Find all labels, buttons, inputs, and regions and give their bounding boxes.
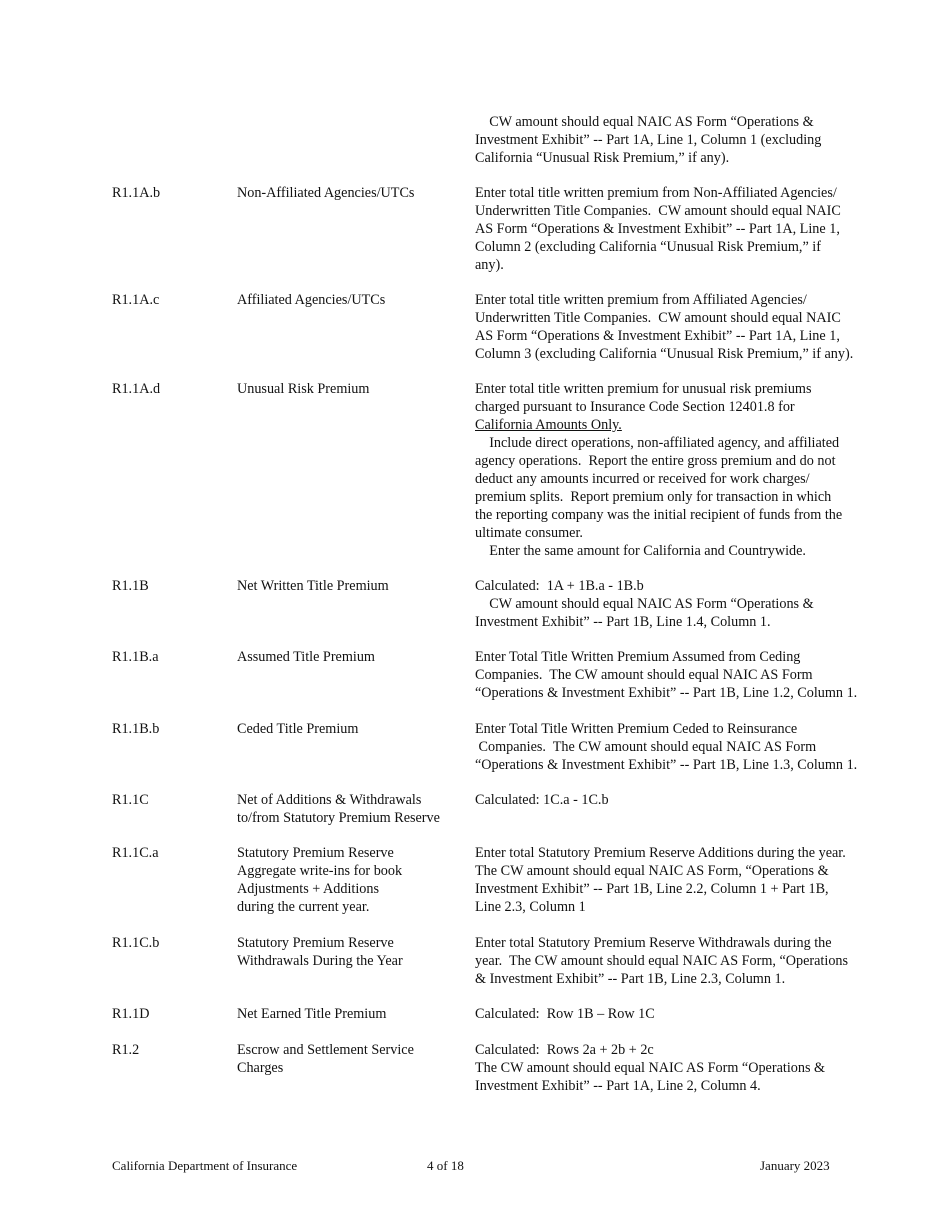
row-label	[237, 720, 469, 738]
row-description	[475, 648, 915, 702]
text-line: “Operations & Investment Exhibit” -- Part 1B, Line 1.2, Column 1.	[475, 685, 858, 701]
text-line: The CW amount should equal NAIC AS Form “Operations &	[475, 1060, 826, 1076]
row-code: R1.1B.a	[112, 649, 159, 665]
text-line: CW amount should equal NAIC AS Form “Operations &	[475, 114, 814, 130]
row-code: R1.1A.c	[112, 292, 160, 308]
underlined-text-line: California Amounts Only.	[475, 417, 622, 433]
text-line: year. The CW amount should equal NAIC AS Form, “Operations	[475, 953, 849, 969]
label-line: Ceded Title Premium	[237, 721, 359, 737]
text-line: AS Form “Operations & Investment Exhibit” -- Part 1A, Line 1,	[475, 328, 840, 344]
text-line: any).	[475, 257, 504, 273]
row-description	[475, 934, 915, 988]
text-line: Line 2.3, Column 1	[475, 899, 586, 915]
row-description	[475, 1005, 915, 1023]
continued-description	[475, 113, 915, 167]
row-description	[475, 720, 915, 774]
text-line: Calculated: Row 1B – Row 1C	[475, 1006, 655, 1022]
text-line: premium splits. Report premium only for transaction in which	[475, 489, 832, 505]
row-label	[237, 1005, 469, 1023]
text-line: Include direct operations, non-affiliated agency, and affiliated	[475, 435, 840, 451]
row-code: R1.1C.a	[112, 845, 159, 861]
text-line: Underwritten Title Companies. CW amount should equal NAIC	[475, 310, 841, 326]
label-line: Withdrawals During the Year	[237, 953, 403, 969]
row-description	[475, 844, 915, 916]
text-line: Enter total title written premium for unusual risk premiums	[475, 381, 812, 397]
row-code: R1.2	[112, 1042, 140, 1058]
row-description	[475, 380, 915, 560]
text-line: Investment Exhibit” -- Part 1B, Line 2.2, Column 1 + Part 1B,	[475, 881, 829, 897]
label-line: Affiliated Agencies/UTCs	[237, 292, 386, 308]
row-code: R1.1C	[112, 792, 149, 808]
text-line: Underwritten Title Companies. CW amount should equal NAIC	[475, 203, 841, 219]
text-line: Companies. The CW amount should equal NAIC AS Form	[475, 739, 817, 755]
label-line: Statutory Premium Reserve	[237, 935, 394, 951]
text-line: Enter total Statutory Premium Reserve Withdrawals during the	[475, 935, 832, 951]
text-line: Investment Exhibit” -- Part 1A, Line 1, Column 1 (excluding	[475, 132, 822, 148]
row-label	[237, 1041, 469, 1077]
label-line: Non-Affiliated Agencies/UTCs	[237, 185, 415, 201]
row-code: R1.1A.d	[112, 381, 161, 397]
label-line: during the current year.	[237, 899, 370, 915]
label-line: Net Written Title Premium	[237, 578, 389, 594]
label-line: Net Earned Title Premium	[237, 1006, 387, 1022]
row-description	[475, 791, 915, 809]
label-line: Assumed Title Premium	[237, 649, 375, 665]
text-line: Enter Total Title Written Premium Ceded to Reinsurance	[475, 721, 798, 737]
row-label	[237, 934, 469, 970]
text-line: Column 3 (excluding California “Unusual Risk Premium,” if any).	[475, 346, 854, 362]
text-line: Calculated: Rows 2a + 2b + 2c	[475, 1042, 654, 1058]
row-description	[475, 184, 915, 274]
row-code: R1.1A.b	[112, 185, 161, 201]
row-label	[237, 577, 469, 595]
text-line: CW amount should equal NAIC AS Form “Operations &	[475, 596, 814, 612]
label-line: Escrow and Settlement Service	[237, 1042, 414, 1058]
label-line: Unusual Risk Premium	[237, 381, 370, 397]
text-line: agency operations. Report the entire gross premium and do not	[475, 453, 836, 469]
text-line: the reporting company was the initial recipient of funds from the	[475, 507, 843, 523]
label-line: Aggregate write-ins for book	[237, 863, 403, 879]
text-line: California “Unusual Risk Premium,” if any).	[475, 150, 730, 166]
row-code: R1.1D	[112, 1006, 150, 1022]
label-line: Adjustments + Additions	[237, 881, 380, 897]
footer-date: January 2023	[760, 1158, 830, 1173]
text-line: Enter the same amount for California and Countrywide.	[475, 543, 806, 559]
text-line: AS Form “Operations & Investment Exhibit” -- Part 1A, Line 1,	[475, 221, 840, 237]
row-label	[237, 844, 469, 916]
text-line: Calculated: 1C.a - 1C.b	[475, 792, 609, 808]
label-line: to/from Statutory Premium Reserve	[237, 810, 440, 826]
text-line: “Operations & Investment Exhibit” -- Part 1B, Line 1.3, Column 1.	[475, 757, 858, 773]
label-line: Net of Additions & Withdrawals	[237, 792, 422, 808]
row-code: R1.1C.b	[112, 935, 160, 951]
text-line: Investment Exhibit” -- Part 1A, Line 2, Column 4.	[475, 1078, 761, 1094]
text-line: Investment Exhibit” -- Part 1B, Line 1.4, Column 1.	[475, 614, 771, 630]
text-line: & Investment Exhibit” -- Part 1B, Line 2.3, Column 1.	[475, 971, 786, 987]
text-line: Companies. The CW amount should equal NAIC AS Form	[475, 667, 813, 683]
row-label	[237, 291, 469, 309]
text-line: Enter total title written premium from Affiliated Agencies/	[475, 292, 807, 308]
row-code: R1.1B	[112, 578, 149, 594]
text-line: The CW amount should equal NAIC AS Form, “Operations &	[475, 863, 829, 879]
row-label	[237, 791, 469, 827]
label-line: Statutory Premium Reserve	[237, 845, 394, 861]
row-label	[237, 380, 469, 398]
row-description	[475, 291, 915, 363]
text-line: Enter Total Title Written Premium Assumed from Ceding	[475, 649, 801, 665]
footer-page-number: 4 of 18	[427, 1158, 464, 1173]
row-description	[475, 1041, 915, 1095]
label-line: Charges	[237, 1060, 284, 1076]
text-line: Column 2 (excluding California “Unusual Risk Premium,” if	[475, 239, 821, 255]
text-line: Enter total title written premium from Non-Affiliated Agencies/	[475, 185, 837, 201]
row-label	[237, 648, 469, 666]
text-line: charged pursuant to Insurance Code Section 12401.8 for	[475, 399, 795, 415]
text-line: ultimate consumer.	[475, 525, 583, 541]
footer-organization: California Department of Insurance	[112, 1158, 298, 1173]
text-line: Calculated: 1A + 1B.a - 1B.b	[475, 578, 644, 594]
row-code: R1.1B.b	[112, 721, 160, 737]
text-line: Enter total Statutory Premium Reserve Additions during the year.	[475, 845, 846, 861]
row-label	[237, 184, 469, 202]
row-description	[475, 577, 915, 631]
text-line: deduct any amounts incurred or received for work charges/	[475, 471, 810, 487]
